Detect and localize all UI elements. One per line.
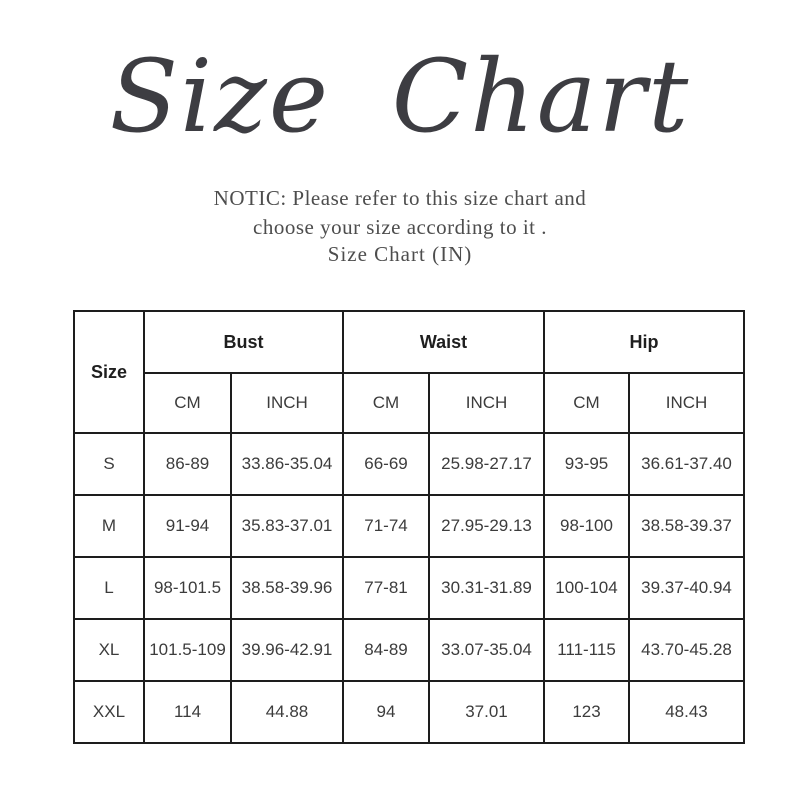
measurement-cell: 30.31-31.89 [429, 557, 544, 619]
notice-line-1: NOTIC: Please refer to this size chart and [213, 186, 587, 210]
measurement-cell: 33.86-35.04 [231, 433, 343, 495]
measurement-cell: 35.83-37.01 [231, 495, 343, 557]
measurement-cell: 66-69 [343, 433, 429, 495]
measurement-cell: 44.88 [231, 681, 343, 743]
unit-header-waist-inch: INCH [429, 373, 544, 433]
table-row-xl [74, 619, 744, 681]
size-label: XL [74, 619, 144, 681]
group-header-hip: Hip [544, 311, 744, 373]
measurement-cell: 25.98-27.17 [429, 433, 544, 495]
table-row-m [74, 495, 744, 557]
group-header-row [74, 311, 744, 373]
measurement-cell: 36.61-37.40 [629, 433, 744, 495]
size-label: L [74, 557, 144, 619]
measurement-cell: 101.5-109 [144, 619, 231, 681]
measurement-cell: 39.96-42.91 [231, 619, 343, 681]
notice-line-2: choose your size according to it . [253, 215, 547, 239]
table-row-l [74, 557, 744, 619]
unit-header-bust-cm: CM [144, 373, 231, 433]
measurement-cell: 111-115 [544, 619, 629, 681]
measurement-cell: 98-100 [544, 495, 629, 557]
unit-header-hip-cm: CM [544, 373, 629, 433]
size-label: S [74, 433, 144, 495]
measurement-cell: 71-74 [343, 495, 429, 557]
size-chart-subtitle: Size Chart (IN) [327, 242, 473, 266]
measurement-cell: 33.07-35.04 [429, 619, 544, 681]
size-label: M [74, 495, 144, 557]
group-header-waist: Waist [343, 311, 544, 373]
measurement-cell: 100-104 [544, 557, 629, 619]
measurement-cell: 37.01 [429, 681, 544, 743]
measurement-cell: 93-95 [544, 433, 629, 495]
measurement-cell: 98-101.5 [144, 557, 231, 619]
measurement-cell: 114 [144, 681, 231, 743]
unit-header-hip-inch: INCH [629, 373, 744, 433]
size-label: XXL [74, 681, 144, 743]
measurement-cell: 86-89 [144, 433, 231, 495]
measurement-cell: 38.58-39.96 [231, 557, 343, 619]
group-header-bust: Bust [144, 311, 343, 373]
measurement-cell: 84-89 [343, 619, 429, 681]
measurement-cell: 48.43 [629, 681, 744, 743]
measurement-cell: 77-81 [343, 557, 429, 619]
page-title: Size Chart [109, 38, 691, 155]
unit-header-waist-cm: CM [343, 373, 429, 433]
size-chart-table [73, 310, 745, 744]
measurement-cell: 39.37-40.94 [629, 557, 744, 619]
notice-text [0, 184, 800, 242]
unit-header-bust-inch: INCH [231, 373, 343, 433]
measurement-cell: 94 [343, 681, 429, 743]
measurement-cell: 91-94 [144, 495, 231, 557]
measurement-cell: 123 [544, 681, 629, 743]
table-row-s [74, 433, 744, 495]
table-row-xxl [74, 681, 744, 743]
measurement-cell: 38.58-39.37 [629, 495, 744, 557]
measurement-cell: 27.95-29.13 [429, 495, 544, 557]
measurement-cell: 43.70-45.28 [629, 619, 744, 681]
table-corner-header-size: Size [74, 311, 144, 433]
unit-header-row [74, 373, 744, 433]
